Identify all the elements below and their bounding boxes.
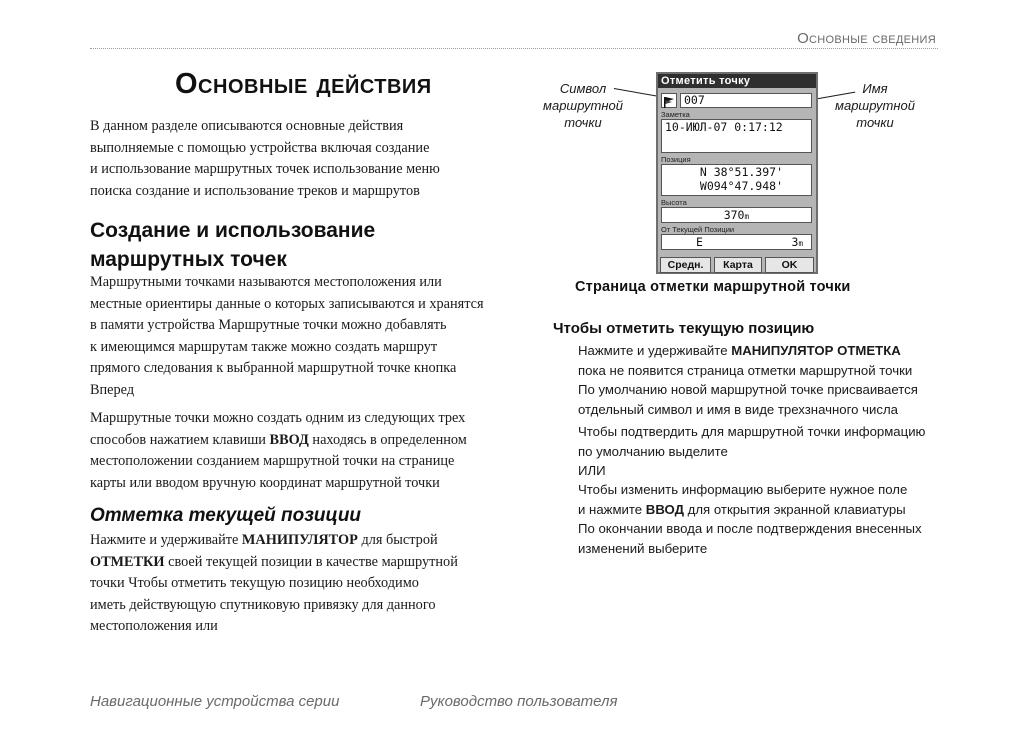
device-screen <box>656 72 818 274</box>
text-span: Нажмите и удерживайте <box>90 532 242 548</box>
step-line: Чтобы изменить информацию выберите нужное поле <box>578 482 908 497</box>
waypoints-paragraph-1 <box>90 272 484 402</box>
callout-line: Символ <box>559 81 607 96</box>
key-name-enter: ВВОД <box>645 501 684 517</box>
intro-line: выполняемые с помощью устройства включая создание <box>90 139 430 156</box>
distance-unit: m <box>798 239 803 248</box>
callout-line: точки <box>564 115 602 130</box>
text-span: способов нажатием клавиши <box>90 431 270 448</box>
position-latitude: N 38°51.397' <box>699 165 783 179</box>
paragraph-line <box>90 530 458 552</box>
callout-line: маршрутной <box>543 98 623 113</box>
device-title-bar: Отметить точку <box>658 74 816 88</box>
callout-line: маршрутной <box>835 98 915 113</box>
step-line: по умолчанию выделите <box>578 443 728 459</box>
mark-position-paragraph <box>90 530 458 638</box>
waypoint-name-field[interactable]: 007 <box>680 93 812 108</box>
paragraph-line: местные ориентиры данные о которых записываются и хранятся <box>90 295 484 312</box>
section-heading-mark-position: Отметка текущей позиции <box>90 505 362 526</box>
procedure-step-2 <box>578 422 925 461</box>
position-field[interactable] <box>661 164 812 196</box>
step-line <box>578 500 922 520</box>
paragraph-line: в памяти устройства Маршрутные точки можно добавлять <box>90 317 447 334</box>
callout-waypoint-symbol <box>533 80 633 131</box>
procedure-step-3 <box>578 480 922 558</box>
figure-caption: Страница отметки маршрутной точки <box>575 279 851 295</box>
header-rule <box>90 48 938 49</box>
from-current-label: От Текущей Позиции <box>661 225 735 234</box>
key-name-rocker: МАНИПУЛЯТОР <box>241 532 358 548</box>
paragraph-line: к имеющимся маршрутам также можно создать маршрут <box>90 338 438 355</box>
intro-line: В данном разделе описываются основные действия <box>90 118 404 134</box>
paragraph-line: иметь действующую спутниковую привязку для данного <box>90 596 436 613</box>
paragraph-line: местоположении созданием маршрутной точки на странице <box>90 453 455 470</box>
text-span: и нажмите <box>578 501 646 517</box>
step-line: отдельный символ и имя в виде трехзначного числа <box>578 401 898 417</box>
step-line: Чтобы подтвердить для маршрутной точки информацию <box>578 424 926 439</box>
callout-line: точки <box>856 115 894 130</box>
text-span: для открытия экранной клавиатуры <box>684 501 906 517</box>
section-heading-waypoints <box>90 216 375 274</box>
altitude-value: 370 <box>723 208 745 222</box>
key-name-enter: ВВОД <box>269 431 309 448</box>
footer-product: Навигационные устройства серии <box>90 693 340 710</box>
flag-icon <box>662 96 676 109</box>
section-heading-line: маршрутных точек <box>90 248 287 271</box>
text-span: находясь в определенном <box>308 431 467 448</box>
step-line: По окончании ввода и после подтверждения внесенных <box>578 521 922 537</box>
step-line: пока не появится страница отметки маршрутной точки <box>578 362 913 378</box>
paragraph-line: Вперед <box>90 381 135 398</box>
intro-paragraph <box>90 116 440 202</box>
altitude-field[interactable] <box>661 207 812 223</box>
position-label: Позиция <box>661 155 691 164</box>
procedure-title: Чтобы отметить текущую позицию <box>553 320 815 337</box>
callout-line: Имя <box>862 81 888 96</box>
page-title: Основные действия <box>175 68 432 100</box>
step-line: изменений выберите <box>578 540 708 556</box>
paragraph-line: точки Чтобы отметить текущую позицию необходимо <box>90 575 419 592</box>
distance-value: 3 <box>791 235 799 249</box>
running-header: Основные сведения <box>797 30 936 47</box>
paragraph-line: Маршрутными точками называются местоположения или <box>90 274 442 290</box>
note-label: Заметка <box>661 110 690 119</box>
key-name-mark: ОТМЕТКИ <box>90 553 165 570</box>
ok-button[interactable]: OK <box>765 257 814 273</box>
key-name-rocker-mark: МАНИПУЛЯТОР ОТМЕТКА <box>731 343 901 358</box>
direction-value: E <box>696 235 703 249</box>
text-span: для быстрой <box>357 532 438 548</box>
paragraph-line <box>90 552 458 574</box>
callout-waypoint-name <box>825 80 925 131</box>
position-longitude: W094°47.948' <box>699 179 783 193</box>
paragraph-line: карты или вводом вручную координат маршрутной точки <box>90 474 440 491</box>
waypoint-symbol-field[interactable] <box>661 93 677 108</box>
intro-line: поиска создание и использование треков и маршрутов <box>90 182 420 199</box>
procedure-step-1 <box>578 341 918 419</box>
footer-manual: Руководство пользователя <box>420 693 618 710</box>
paragraph-line <box>90 430 467 452</box>
procedure-or: ИЛИ <box>578 463 606 478</box>
altitude-unit: m <box>744 212 749 221</box>
waypoints-paragraph-2 <box>90 408 467 494</box>
step-line: По умолчанию новой маршрутной точке присваивается <box>578 382 918 398</box>
paragraph-line: местоположения или <box>90 618 218 635</box>
from-current-field[interactable] <box>661 234 812 250</box>
step-line <box>578 341 918 361</box>
text-span: своей текущей позиции в качестве маршрутной <box>164 553 458 570</box>
section-heading-line: Создание и использование <box>90 219 376 242</box>
note-field[interactable]: 10-ИЮЛ-07 0:17:12 <box>661 119 812 153</box>
intro-line: и использование маршрутных точек использование меню <box>90 161 440 178</box>
paragraph-line: прямого следования к выбранной маршрутной точке кнопка <box>90 360 457 377</box>
average-button[interactable]: Средн. <box>660 257 711 273</box>
paragraph-line: Маршрутные точки можно создать одним из следующих трех <box>90 410 466 426</box>
text-span: Нажмите и удерживайте <box>578 343 732 358</box>
map-button[interactable]: Карта <box>714 257 762 273</box>
altitude-label: Высота <box>661 198 687 207</box>
